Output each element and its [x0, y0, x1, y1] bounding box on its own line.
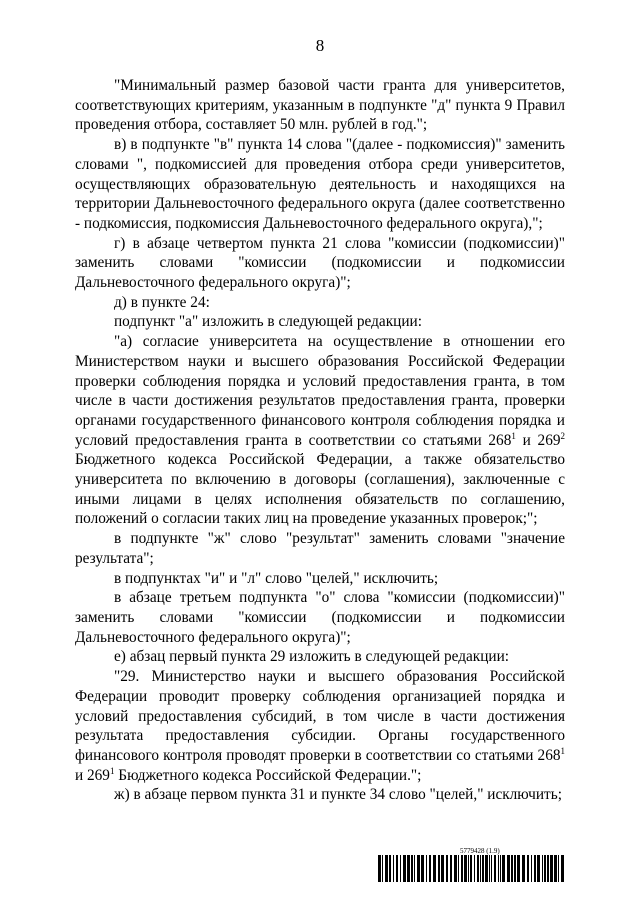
text-run: в) в подпункте "в" пункта 14 слова "(далее - подкомиссия)" заменить словами ", подкомиссией для проведения отбора среди университетов, осуществляющих образовательную деятельность и находящихся на территории Дальневосточного федерального округа (далее соответственно - подкомиссия, подкомиссия Дальневосточного федерального округа),";	[75, 136, 565, 232]
paragraph	[75, 234, 565, 293]
document-body	[75, 76, 565, 805]
paragraph	[75, 647, 565, 667]
text-run: "а) согласие университета на осуществление в отношении его Министерством науки и высшего образования Российской Федерации проверки соблюдения порядка и условий предоставления гранта, в том числе в части достижения результатов предоставления гранта, проверки органами государственного финансового контроля соблюдения порядка и условий предоставления гранта в соответствии со статьями 268	[75, 333, 565, 449]
page-number: 8	[315, 36, 325, 55]
text-run: е) абзац первый пункта 29 изложить в следующей редакции:	[114, 648, 510, 666]
text-run: г) в абзаце четвертом пункта 21 слова "комиссии (подкомиссии)" заменить словами "комиссии (подкомиссии и подкомиссии Дальневосточного федерального округа)";	[75, 234, 565, 292]
text-run: "Минимальный размер базовой части гранта для университетов, соответствующих критериям, указанным в подпункте "д" пункта 9 Правил проведения отбора, составляет 50 млн. рублей в год.";	[75, 77, 565, 134]
paragraph	[75, 785, 565, 805]
text-run: в подпункте "ж" слово "результат" заменить словами "значение результата";	[75, 530, 565, 567]
superscript: 2	[560, 430, 566, 441]
paragraph	[75, 529, 565, 568]
document-code: 5779428 (1.9)	[460, 847, 500, 855]
text-run: "29. Министерство науки и высшего образования Российской Федерации проводит проверку соблюдения организацией порядка и условий предоставления субсидий, в том числе в части достижения результата предоставления субсидии. Органы государственного финансового контроля проводят проверки в соответствии со статьями 268	[75, 668, 565, 764]
paragraph	[75, 76, 565, 135]
barcode	[378, 855, 565, 882]
text-run: в абзаце третьем подпункта "о" слова "комиссии (подкомиссии)" заменить словами "комиссии (подкомиссии и подкомиссии Дальневосточного федерального округа)";	[75, 589, 565, 646]
superscript: 1	[560, 745, 565, 756]
text-run: ж) в абзаце первом пункта 31 и пункте 34 слово "целей," исключить;	[114, 786, 562, 804]
text-run: Бюджетного кодекса Российской Федерации, а также обязательство университета по включению в договоры (соглашения), заключенные с иными лицами в целях исполнения обязательств по соглашению, положений о согласии таких лиц на проведение указанных проверок;";	[75, 451, 565, 528]
text-run: и 269	[515, 431, 561, 449]
paragraph	[75, 569, 565, 589]
superscript: 1	[511, 430, 516, 441]
paragraph	[75, 135, 565, 234]
paragraph	[75, 293, 565, 313]
text-run: и 269	[75, 766, 110, 784]
paragraph	[75, 312, 565, 332]
superscript: 1	[109, 765, 115, 776]
text-run: в подпунктах "и" и "л" слово "целей," исключить;	[114, 569, 439, 587]
text-run: подпункт "а" изложить в следующей редакции:	[114, 313, 422, 331]
paragraph	[75, 332, 565, 529]
paragraph	[75, 588, 565, 647]
barcode-bar	[561, 855, 564, 882]
text-run: д) в пункте 24:	[114, 293, 210, 311]
paragraph	[75, 667, 565, 785]
text-run: Бюджетного кодекса Российской Федерации.";	[114, 766, 422, 784]
